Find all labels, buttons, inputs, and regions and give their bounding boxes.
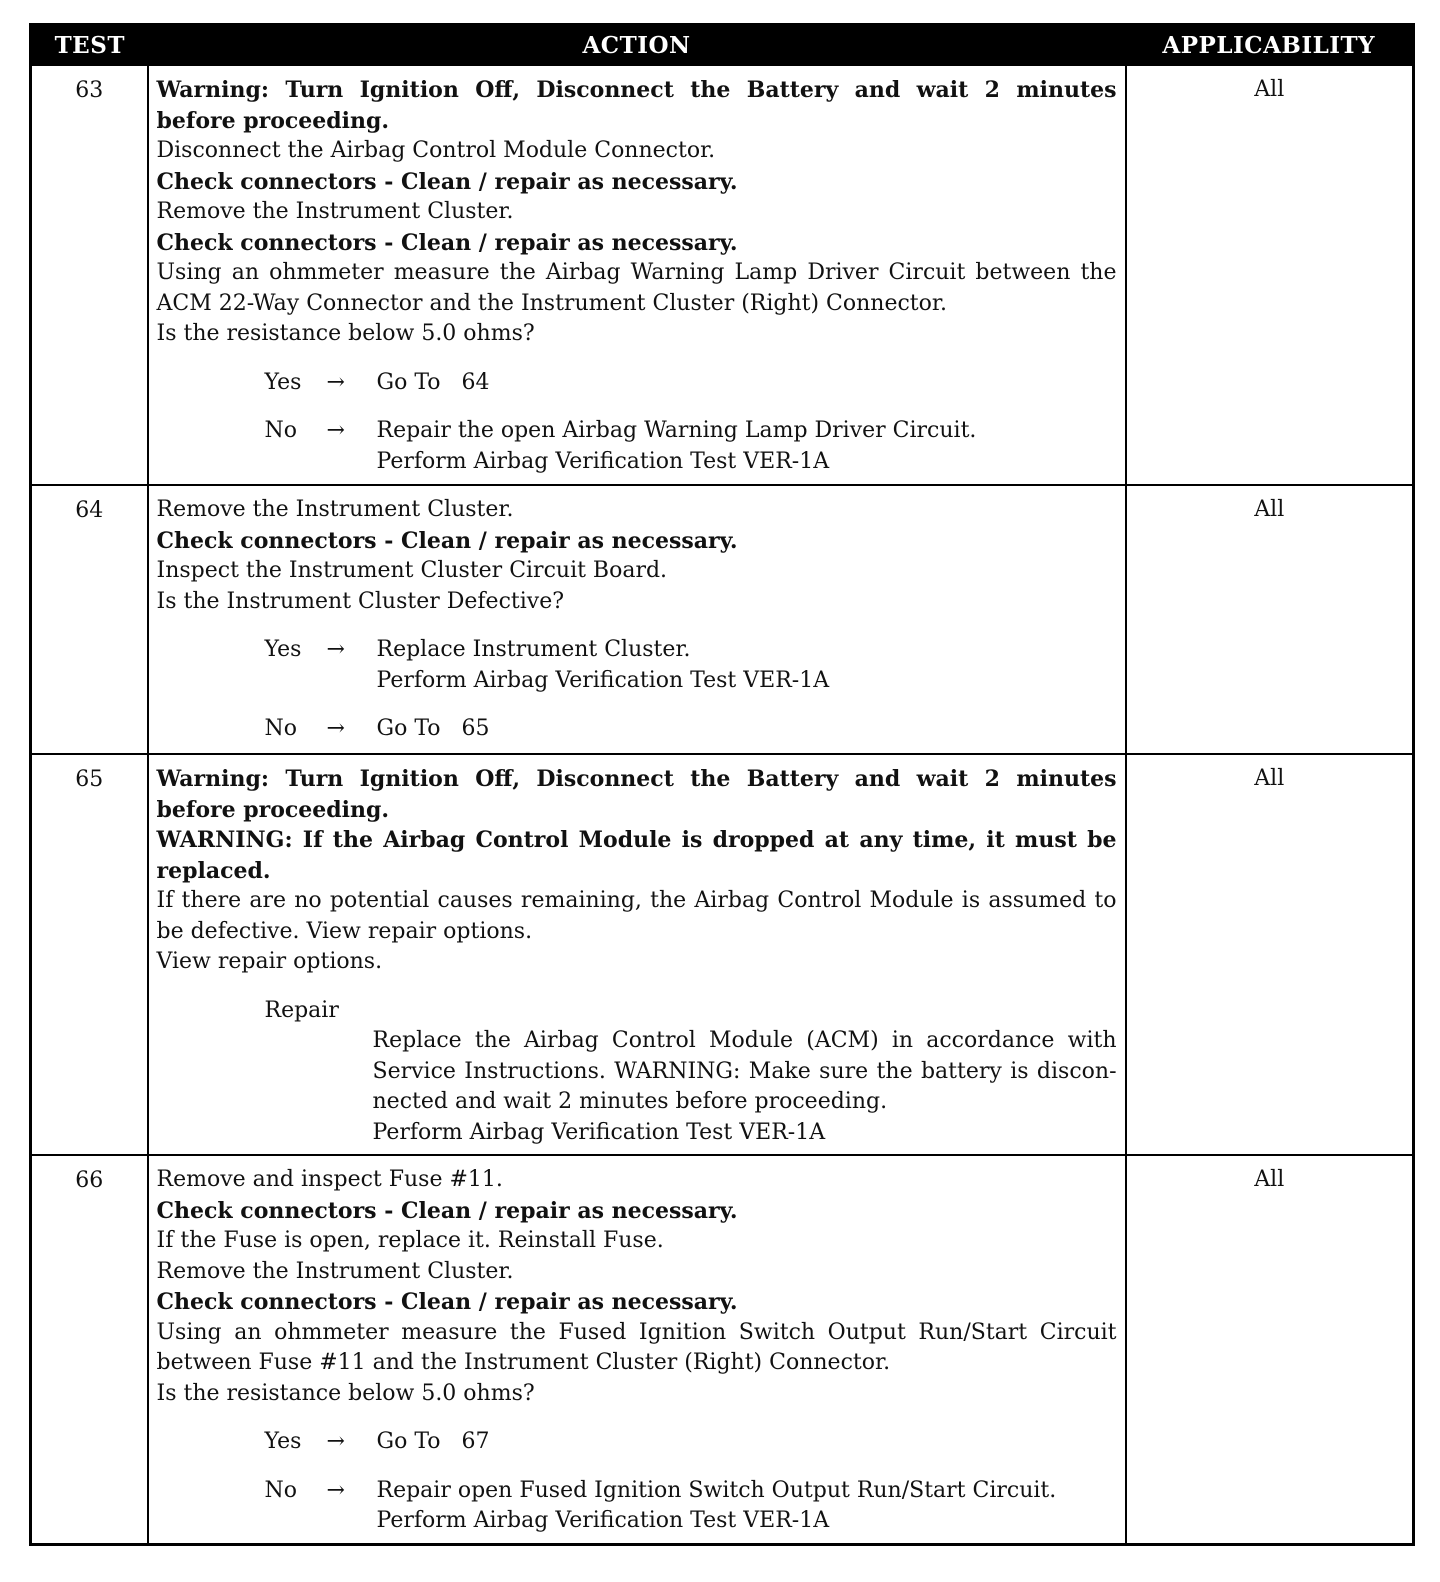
no-action-text <box>377 416 1117 477</box>
repair-line: Replace the Airbag Control Module (ACM) in accordance with <box>372 1028 1117 1053</box>
action-line: Disconnect the Airbag Control Module Connector. <box>156 138 716 163</box>
action-cell <box>148 754 1126 1155</box>
action-line: be defective. View repair options. <box>156 918 533 944</box>
go-to-link[interactable]: Go To 67 <box>376 1429 490 1454</box>
table-row <box>31 65 1414 485</box>
action-line: Check connectors - Clean / repair as necessary. <box>156 527 738 554</box>
action-line: Check connectors - Clean / repair as necessary. <box>156 229 738 256</box>
no-option <box>157 1476 1117 1537</box>
header-action: ACTION <box>148 25 1126 66</box>
no-label: No <box>264 418 297 443</box>
question-line: Is the Instrument Cluster Defective? <box>156 588 565 614</box>
action-line: View repair options. <box>156 949 383 974</box>
no-action-line: Perform Airbag Verification Test VER-1A <box>376 448 830 474</box>
yes-option <box>157 1427 1117 1458</box>
action-line: Remove the Instrument Cluster. <box>156 497 514 522</box>
action-line: Inspect the Instrument Cluster Circuit Board. <box>156 558 668 583</box>
warning-line: WARNING: If the Airbag Control Module is dropped at any time, it must be <box>156 827 1117 853</box>
yes-label: Yes <box>264 369 302 395</box>
action-line: Using an ohmmeter measure the Fused Ignition Switch Output Run/Start Circuit <box>156 1319 1117 1345</box>
no-action-text <box>377 1476 1117 1537</box>
yes-label: Yes <box>264 637 302 662</box>
test-number: 66 <box>31 1155 148 1544</box>
action-line: If the Fuse is open, replace it. Reinstall Fuse. <box>156 1228 664 1253</box>
header-test: TEST <box>31 25 148 66</box>
test-number: 63 <box>31 65 148 485</box>
test-number: 65 <box>31 754 148 1155</box>
applicability-cell: All <box>1126 1155 1414 1544</box>
action-cell <box>148 1155 1126 1544</box>
warning-line: Warning: Turn Ignition Off, Disconnect the Battery and wait 2 minutes <box>156 766 1117 792</box>
action-cell <box>148 65 1126 485</box>
action-line: If there are no potential causes remaining, the Airbag Control Module is assumed to <box>156 888 1117 913</box>
repair-line: Perform Airbag Verification Test VER-1A <box>372 1119 826 1145</box>
yes-action-line: Replace Instrument Cluster. <box>376 637 691 662</box>
action-line: Remove the Instrument Cluster. <box>156 199 514 224</box>
warning-line: replaced. <box>156 857 271 884</box>
arrow-icon: → <box>326 369 345 395</box>
go-to-link[interactable]: Go To 64 <box>376 369 490 395</box>
no-action-line: Perform Airbag Verification Test VER-1A <box>376 1508 830 1533</box>
repair-text <box>373 1026 1117 1148</box>
warning-line: before proceeding. <box>156 107 390 134</box>
action-line: between Fuse #11 and the Instrument Cluster (Right) Connector. <box>156 1350 891 1375</box>
action-line: Check connectors - Clean / repair as necessary. <box>156 1197 738 1224</box>
header-applicability: APPLICABILITY <box>1126 25 1414 66</box>
table-header-row <box>31 25 1414 66</box>
arrow-icon: → <box>326 716 345 741</box>
arrow-icon: → <box>326 1429 345 1454</box>
yes-label: Yes <box>264 1429 302 1454</box>
no-action-line: Repair open Fused Ignition Switch Output Run/Start Circuit. <box>376 1477 1057 1503</box>
arrow-icon: → <box>326 637 345 662</box>
yes-action-text <box>377 635 1117 696</box>
no-label: No <box>264 1477 297 1503</box>
yes-option <box>157 635 1117 696</box>
action-line: Check connectors - Clean / repair as necessary. <box>156 168 738 195</box>
applicability-cell: All <box>1126 485 1414 754</box>
question-line: Is the resistance below 5.0 ohms? <box>156 1380 535 1406</box>
repair-line: Service Instructions. WARNING: Make sure the battery is discon- <box>372 1058 1117 1084</box>
no-label: No <box>264 716 297 741</box>
applicability-cell: All <box>1126 65 1414 485</box>
action-cell <box>148 485 1126 754</box>
go-to-link[interactable]: Go To 65 <box>376 716 490 741</box>
no-action-line: Repair the open Airbag Warning Lamp Driver Circuit. <box>376 418 977 443</box>
arrow-icon: → <box>326 1477 345 1503</box>
repair-line: nected and wait 2 minutes before proceeding. <box>372 1089 888 1114</box>
diagnostic-test-table <box>29 23 1415 1546</box>
table-row <box>31 485 1414 754</box>
warning-line: before proceeding. <box>156 796 390 823</box>
action-line: Using an ohmmeter measure the Airbag Warning Lamp Driver Circuit between the <box>156 260 1117 285</box>
applicability-cell: All <box>1126 754 1414 1155</box>
arrow-icon: → <box>326 418 345 443</box>
no-option <box>157 416 1117 477</box>
action-line: Remove the Instrument Cluster. <box>156 1258 514 1284</box>
table-row <box>31 754 1414 1155</box>
table-row <box>31 1155 1414 1544</box>
test-number: 64 <box>31 485 148 754</box>
action-line: ACM 22-Way Connector and the Instrument Cluster (Right) Connector. <box>156 290 947 316</box>
repair-label: Repair <box>264 997 339 1023</box>
action-line: Remove and inspect Fuse #11. <box>156 1167 503 1192</box>
warning-line: Warning: Turn Ignition Off, Disconnect the Battery and wait 2 minutes <box>156 77 1117 103</box>
no-option <box>157 714 1117 745</box>
question-line: Is the resistance below 5.0 ohms? <box>156 321 535 346</box>
yes-option <box>157 368 1117 399</box>
action-line: Check connectors - Clean / repair as necessary. <box>156 1289 738 1315</box>
yes-action-line: Perform Airbag Verification Test VER-1A <box>376 667 830 693</box>
